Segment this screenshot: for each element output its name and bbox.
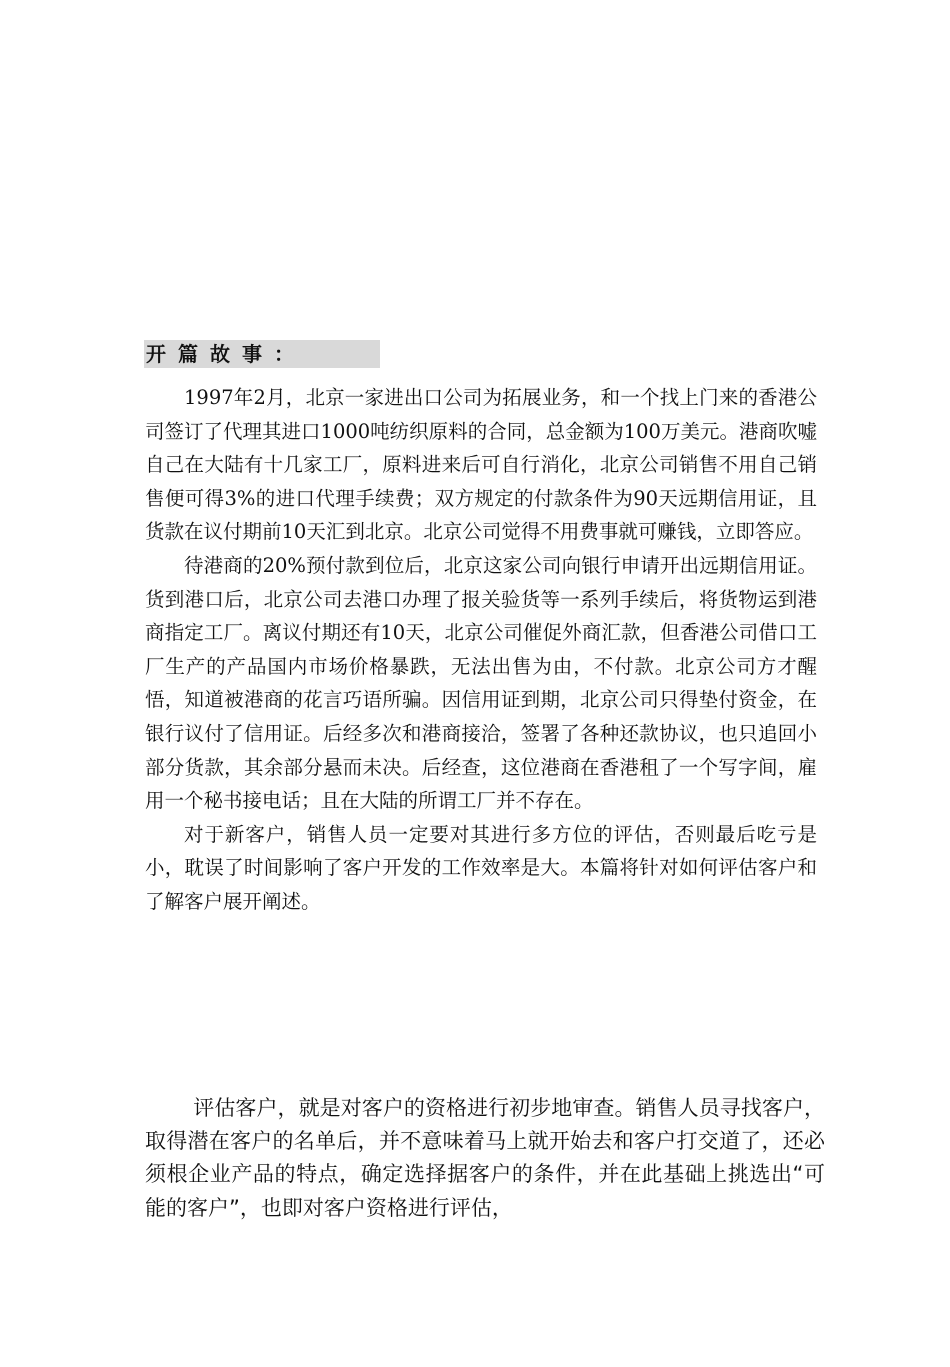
body-paragraph: 评估客户，就是对客户的资格进行初步地审查。销售人员寻找客户，取得潜在客户的名单后，并不意味着马上就开始去和客户打交道了，还必须根企业产品的特点，确定选择据客户的条件，并在此基础上挑选出“可能的客户”，也即对客户资格进行评估， (145, 1096, 825, 1220)
main-body (145, 1092, 825, 1225)
section-heading: 开篇故事： (146, 342, 306, 366)
story-paragraph-2: 待港商的20%预付款到位后，北京这家公司向银行申请开出远期信用证。货到港口后，北京公司去港口办理了报关验货等一系列手续后，将货物运到港商指定工厂。离议付期还有10天，北京公司催促外商汇款，但香港公司借口工厂生产的产品国内市场价格暴跌，无法出售为由，不付款。北京公司方才醒悟，知道被港商的花言巧语所骗。因信用证到期，北京公司只得垫付资金，在银行议付了信用证。后经多次和港商接洽，签署了各种还款协议，也只追回小部分货款，其余部分悬而未决。后经查，这位港商在香港租了一个写字间，雇用一个秘书接电话；且在大陆的所谓工厂并不存在。 (145, 553, 817, 813)
story-paragraph-3: 对于新客户，销售人员一定要对其进行多方位的评估，否则最后吃亏是小，耽误了时间影响了客户开发的工作效率是大。本篇将针对如何评估客户和了解客户展开阐述。 (145, 822, 817, 913)
story-paragraph-1: 1997年2月，北京一家进出口公司为拓展业务，和一个找上门来的香港公司签订了代理其进口1000吨纺织原料的合同，总金额为100万美元。港商吹嘘自己在大陆有十几家工厂，原料进来后可自行消化，北京公司销售不用自己销售便可得3%的进口代理手续费；双方规定的付款条件为90天远期信用证，且货款在议付期前10天汇到北京。北京公司觉得不用费事就可赚钱，立即答应。 (145, 386, 817, 544)
opening-story (145, 381, 817, 919)
